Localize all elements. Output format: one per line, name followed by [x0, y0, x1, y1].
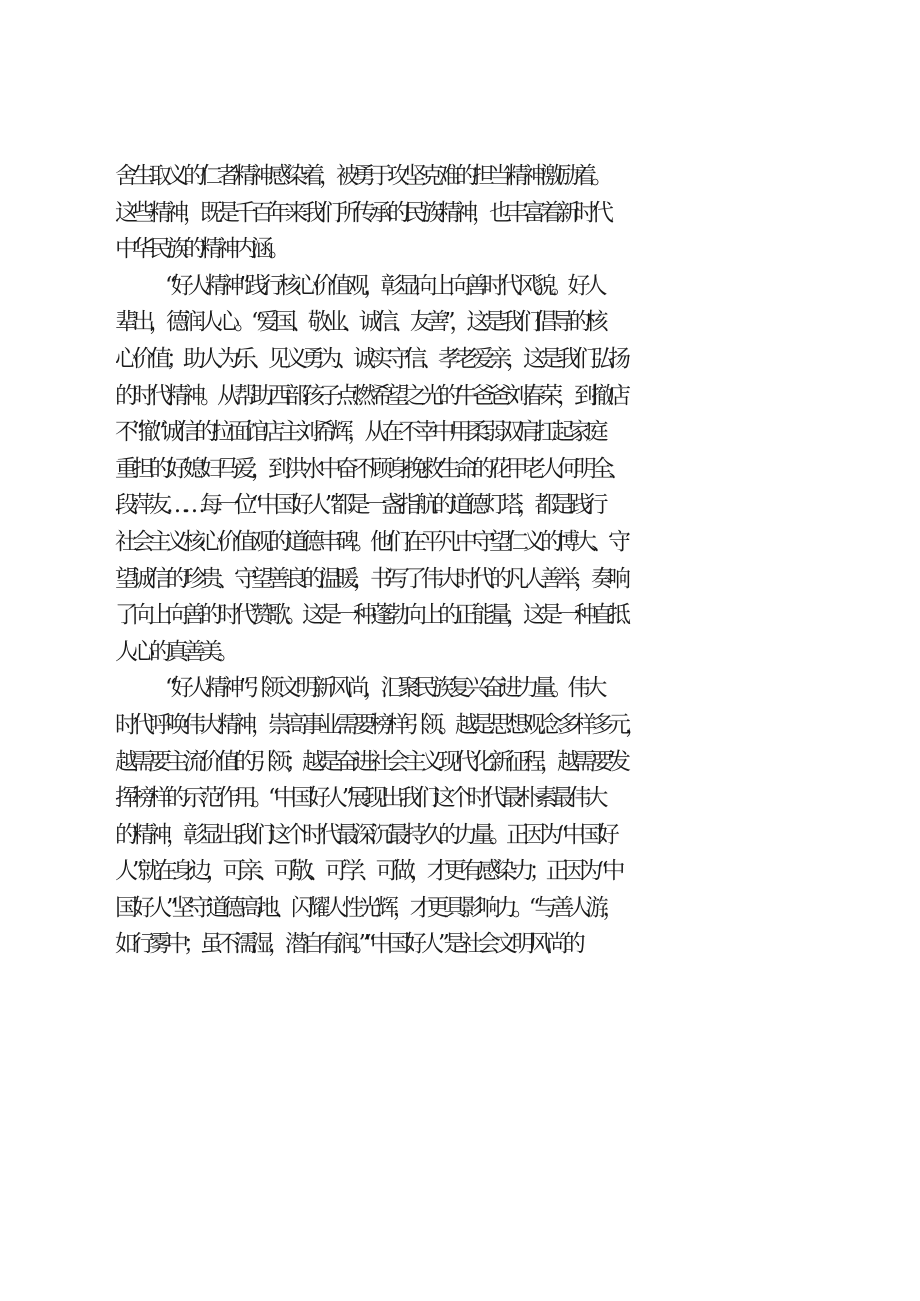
text-line: 这些精神，既是千百年来我们所传承的民族精神，也丰富着新时代: [115, 199, 608, 226]
text-line: 望诚信的珍贵、守望善良的温暖，书写了伟大时代的凡人善举，奏响: [115, 565, 625, 592]
text-line: 辈出，德润人心。“爱国、敬业、诚信、友善”，这是我们倡导的核: [115, 309, 603, 336]
text-line: 人”就在身边，可亲、可敬、可学、可做，才更有感染力；正因为“中: [115, 858, 620, 885]
text-line: 挥榜样的示范作用。“中国好人”展现出我们这个时代最朴素最伟大: [115, 785, 603, 812]
text-line: 不“撤”诚信的拉面馆店主刘希辉，从在不幸中用柔弱双肩扛起家庭: [115, 419, 603, 446]
text-line: 时代呼唤伟大精神，崇高事业需要榜样引领。越是思想观念多样多元，: [115, 711, 642, 738]
text-line: 重担的好媳妇马爱，到洪水中奋不顾身挽救生命的花甲老人何明全、: [115, 455, 625, 482]
text-line: 心价值；助人为乐、见义勇为、诚实守信、孝老爱亲，这是我们弘扬: [115, 345, 625, 372]
document-body: [115, 158, 835, 963]
text-line: 了向上向善的时代赞歌。这是一种蓬勃向上的正能量，这是一种直抵: [115, 602, 625, 629]
text-line: 国好人”坚守道德高地、闪耀人性光辉，才更具影响力。“与善人游，: [115, 894, 620, 921]
text-line: 社会主义核心价值观的道德丰碑。他们在平凡中守望仁义的博大、守: [115, 528, 625, 555]
text-line: 舍生取义的仁者精神感染着，被勇于攻坚克难的担当精神激励着。: [115, 163, 608, 189]
text-line: 人心的真善美。: [115, 638, 234, 665]
text-line: 的时代精神。从帮助西部孩子点燃希望之光的牛爸爸刘春荣，到撤店: [115, 382, 625, 409]
text-line: 段萍友……每一位“中国好人”都是一盏指航的道德灯塔，都是践行: [115, 492, 603, 519]
text-line: 如行雾中；虽不濡湿，潜自有润。”“中国好人”是社会文明风尚的: [115, 931, 580, 958]
text-line: 越需要主流价值的引领；越是奋进社会主义现代化新征程，越需要发: [115, 748, 625, 775]
paragraph-start-line: “好人精神”践行核心价值观，彰显向上向善时代风貌。好人: [165, 272, 602, 299]
paragraph-start-line: “好人精神”引领文明新风尚，汇聚民族复兴奋进力量。伟大: [165, 675, 602, 702]
text-line: 中华民族的精神内涵。: [115, 236, 285, 263]
text-line: 的精神，彰显出我们这个时代最深沉最持久的力量。正因为“中国好: [115, 821, 614, 848]
